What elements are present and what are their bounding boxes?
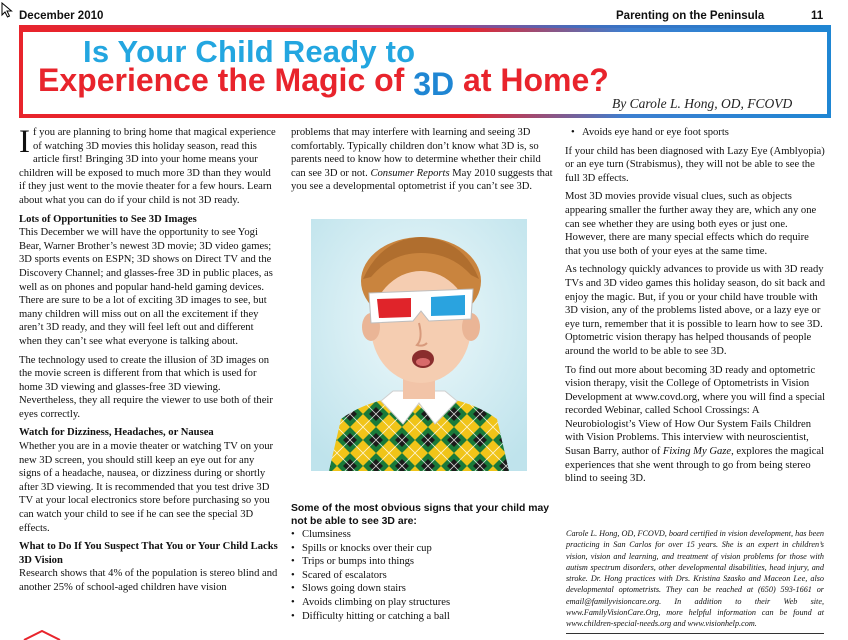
signs-list-continued bbox=[565, 126, 826, 140]
list-item: • Clumsiness bbox=[291, 528, 553, 542]
paragraph-dizziness: Whether you are in a movie theater or watching TV on your new 3D screen, you should still keep an eye out for any signs of a headache, nausea, or dizziness during or shortly after 3D viewing. It is recommended that you test drive 3D TV at your local electronics store before purchasing so you can watch your child to see if he can see the special 3D effects. bbox=[19, 441, 274, 534]
paragraph-opportunities: This December we will have the opportunity to see Yogi Bear, Warner Brother’s newest 3D movie; 3D video games; 3D sports events on ESPN; 3D shows on Direct TV and the Discovery Channel; and glasses-free 3D in public places, as well as on phones and popular hand-held gaming devices. There are sure to be a lot of exciting 3D images to see, but many children will miss out on all the excitement if they aren’t 3D ready, and they will feel left out and different when they can’t see what everyone is talking about. bbox=[19, 227, 273, 347]
paragraph-consumer-reports bbox=[291, 126, 554, 194]
page-number: 11 bbox=[811, 10, 824, 22]
title-line-2-start: Experience the Magic of bbox=[38, 62, 414, 98]
paragraph-find-out-more bbox=[565, 364, 826, 486]
paragraph-find-out-more-a: To find out more about becoming 3D ready and optometric vision therapy, visit the College of Optometrists in Vision Development at www.covd.org, where you will find a special recorded Webinar, called School Crossings: A Neurobiologist’s View of How Our System Fails Children with Vision Problems. This interview with neuroscientist, Susan Barry, author of bbox=[565, 364, 826, 458]
section-heading-what-to-do: What to Do If You Suspect That You or Your Child Lacks 3D Vision bbox=[19, 541, 278, 566]
intro-rest: season, read this article first! Bringing 3D into your home means your children will be exposed to much more 3D than they would if they just went to the movie theater for a few hours. Learn about what you can do if your child is not 3D ready. bbox=[19, 140, 272, 206]
intro-first-line: f you are planning to bring home that magical experience of watching 3D movies this holiday bbox=[33, 127, 276, 152]
list-item: • Slows going down stairs bbox=[291, 582, 553, 596]
paragraph-consumer-reports-b: May 2010 suggests that you see a developmental optometrist if you can’t see 3D. bbox=[291, 167, 553, 193]
list-item: • Scared of escalators bbox=[291, 569, 553, 583]
paragraph-consumer-reports-a: problems that may interfere with learning and seeing 3D comfortably. Typically children don’t know what 3D is, so parents need to know how to determine whether their child can see 3D or not. bbox=[291, 127, 541, 179]
mouse-cursor-icon bbox=[1, 2, 13, 18]
list-item: • Spills or knocks over their cup bbox=[291, 542, 553, 556]
issue-date: December 2010 bbox=[19, 10, 104, 22]
title-line-1: Is Your Child Ready to bbox=[83, 34, 416, 69]
title-line-2-end: at Home? bbox=[454, 62, 609, 98]
list-item: • Avoids climbing on play structures bbox=[291, 596, 553, 610]
paragraph-technology: The technology used to create the illusion of 3D images on the movie screen is different from that which is used for home 3D viewing and glasses-free 3D viewing. Nevertheless, they all require the viewer to use both of their eyes correctly. bbox=[19, 354, 273, 420]
drop-cap: I bbox=[19, 124, 30, 160]
book-title: Fixing My Gaze bbox=[662, 446, 732, 458]
bio-bottom-rule bbox=[566, 633, 824, 634]
intro-paragraph bbox=[19, 126, 278, 208]
paragraph-technology-advances: As technology quickly advances to provide us with 3D ready TVs and 3D video games this holiday season, do sit back and enjoy the magic. But, if you or your child have trouble with 3D vision, any of the problems listed above, or a lazy eye or eye turn, remember that it is possible to learn how to see 3D. Optometric vision therapy has helped thousands of people around the world to be able to see 3D. bbox=[565, 264, 826, 357]
title-3d-accent: 3D bbox=[413, 66, 455, 102]
publication-name: Parenting on the Peninsula bbox=[616, 10, 765, 22]
paragraph-find-out-more-b: , explores the magical experiences that she went through to go from being stereo blind to seeing 3D. bbox=[565, 446, 825, 485]
paragraph-lazy-eye: If your child has been diagnosed with Lazy Eye (Amblyopia) or an eye turn (Strabismus), they will not be able to see the full 3D effects. bbox=[565, 145, 825, 184]
article-column-2 bbox=[291, 126, 554, 199]
logo-fragment-icon bbox=[22, 630, 62, 640]
article-column-3 bbox=[565, 126, 826, 491]
signs-heading: Some of the most obvious signs that your child may not be able to see 3D are: bbox=[291, 503, 550, 527]
photo-illustration bbox=[311, 219, 527, 471]
paragraph-visual-clues: Most 3D movies provide visual clues, such as objects appearing smaller the further away they are, which any one can see whether they are using both eyes or just one. However, there are many special effects which do require that you use both of your eyes at the same time. bbox=[565, 191, 817, 257]
section-heading-opportunities: Lots of Opportunities to See 3D Images bbox=[19, 213, 197, 225]
author-byline: By Carole L. Hong, OD, FCOVD bbox=[612, 96, 793, 111]
list-item: • Difficulty hitting or catching a ball bbox=[291, 610, 553, 624]
child-wearing-3d-glasses-photo bbox=[311, 219, 527, 471]
section-heading-dizziness: Watch for Dizziness, Headaches, or Nausea bbox=[19, 427, 214, 439]
list-item: • Trips or bumps into things bbox=[291, 555, 553, 569]
signs-list-container bbox=[291, 528, 553, 623]
author-bio: Carole L. Hong, OD, FCOVD, board certified in vision development, has been practicing in San Carlos for over 15 years. She is an expert in children’s vision, vision and learning, and treatment of vision problems for those with autism spectrum disorders, other developmental disabilities, head injury, and stroke. Dr. Hong practices with Drs. Kristina Szasko and Maceon Lee, also developmental optometrists. They can be reached at (650) 593-1661 or email@familyvisioncare.org. In addition to their Web site, www.FamilyVisionCare.Org, more helpful information can be found at www.children-special-needs.org and www.visionhelp.com. bbox=[566, 529, 824, 629]
title-line-2 bbox=[38, 62, 609, 102]
signs-list bbox=[291, 528, 553, 623]
article-column-1 bbox=[19, 126, 278, 600]
list-item: • Avoids eye hand or eye foot sports bbox=[571, 126, 826, 140]
paragraph-research: Research shows that 4% of the population is stereo blind and another 25% of school-aged children have vision bbox=[19, 568, 278, 593]
consumer-reports-title: Consumer Reports bbox=[370, 167, 450, 179]
